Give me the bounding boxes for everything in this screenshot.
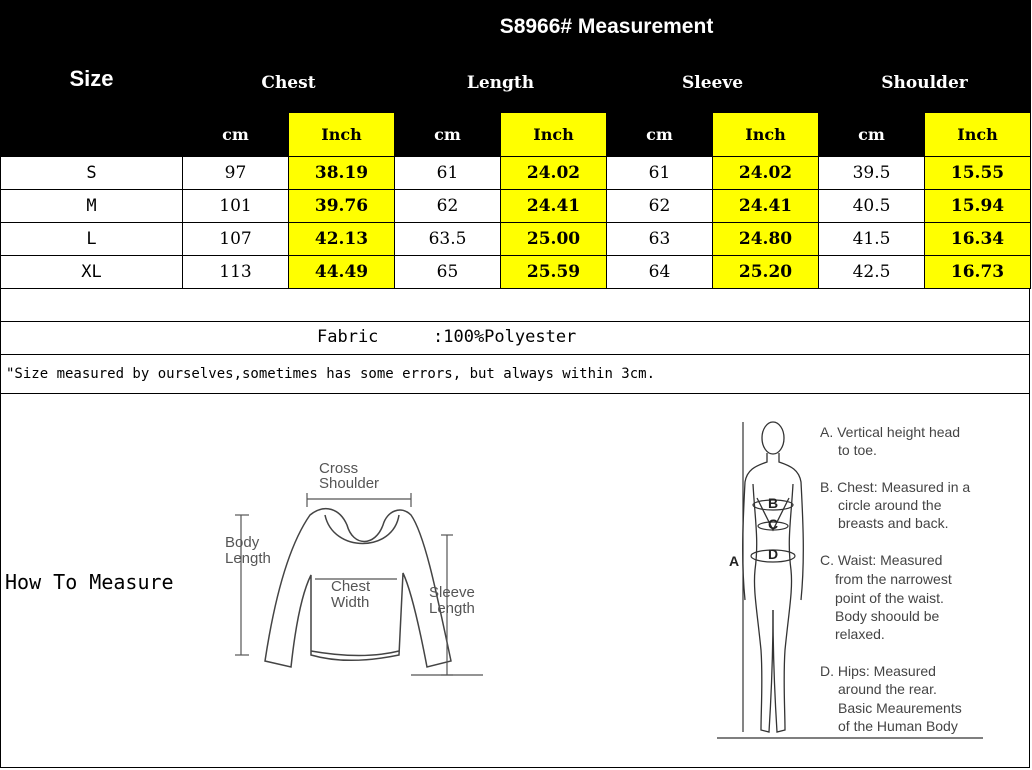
measurement-note: "Size measured by ourselves,sometimes has some errors, but always within 3cm. (0, 355, 1030, 394)
note-a-line-1: A. Vertical height head (820, 424, 961, 440)
length-cm-cell: 65 (395, 256, 501, 289)
size-chart-table (0, 0, 1031, 289)
sleeve-inch-cell: 24.41 (713, 190, 819, 223)
size-cell: L (1, 223, 183, 256)
unit-cm: cm (819, 113, 925, 157)
length-inch-cell: 24.02 (501, 157, 607, 190)
table-row (1, 190, 1031, 223)
body-diagram (715, 410, 1015, 745)
shoulder-header: Shoulder (819, 53, 1031, 113)
chest-inch-cell: 42.13 (289, 223, 395, 256)
unit-inch: Inch (289, 113, 395, 157)
note-c-line-1: C. Waist: Measured (820, 552, 943, 568)
note-d-line-3: Basic Meaurements (838, 700, 962, 716)
how-to-measure-label: How To Measure (5, 570, 174, 594)
chest-width-label-1: Chest (331, 578, 371, 595)
chest-header: Chest (183, 53, 395, 113)
length-inch-cell: 25.00 (501, 223, 607, 256)
letter-d: D (768, 546, 779, 562)
size-cell: XL (1, 256, 183, 289)
length-inch-cell: 25.59 (501, 256, 607, 289)
table-title: S8966# Measurement (183, 1, 1031, 53)
chest-inch-cell: 38.19 (289, 157, 395, 190)
sleeve-length-label-1: Sleeve (429, 584, 475, 601)
note-a-line-2: to toe. (838, 442, 877, 458)
note-d-line-1: D. Hips: Measured (820, 663, 936, 679)
table-row (1, 256, 1031, 289)
note-d-line-2: around the rear. (838, 681, 937, 697)
chest-cm-cell: 101 (183, 190, 289, 223)
shoulder-cm-cell: 39.5 (819, 157, 925, 190)
length-cm-cell: 63.5 (395, 223, 501, 256)
letter-a: A (729, 553, 740, 569)
size-cell: S (1, 157, 183, 190)
spacer-row (0, 289, 1030, 322)
note-b-line-2: circle around the (838, 497, 942, 513)
note-b-line-1: B. Chest: Measured in a (820, 479, 971, 495)
unit-inch: Inch (713, 113, 819, 157)
shoulder-inch-cell: 16.73 (925, 256, 1031, 289)
chest-cm-cell: 107 (183, 223, 289, 256)
chest-inch-cell: 44.49 (289, 256, 395, 289)
sleeve-cm-cell: 61 (607, 157, 713, 190)
fabric-label: Fabric (317, 327, 379, 347)
chest-inch-cell: 39.76 (289, 190, 395, 223)
unit-inch: Inch (925, 113, 1031, 157)
body-length-label-2: Length (225, 550, 271, 567)
unit-inch: Inch (501, 113, 607, 157)
sleeve-inch-cell: 25.20 (713, 256, 819, 289)
garment-diagram (215, 455, 495, 685)
shoulder-cm-cell: 42.5 (819, 256, 925, 289)
shoulder-inch-cell: 15.94 (925, 190, 1031, 223)
unit-cm: cm (183, 113, 289, 157)
sleeve-cm-cell: 64 (607, 256, 713, 289)
note-d-line-4: of the Human Body (838, 718, 958, 734)
letter-c: C (768, 516, 779, 532)
sleeve-header: Sleeve (607, 53, 819, 113)
note-c-line-3: point of the waist. (835, 590, 944, 606)
unit-cm: cm (395, 113, 501, 157)
body-length-label-1: Body (225, 534, 260, 551)
length-header: Length (395, 53, 607, 113)
note-c-line-2: from the narrowest (835, 571, 952, 587)
size-cell: M (1, 190, 183, 223)
shoulder-inch-cell: 15.55 (925, 157, 1031, 190)
cross-shoulder-label-1: Cross (319, 460, 359, 477)
unit-cm: cm (607, 113, 713, 157)
note-c-line-4: Body shoould be (835, 608, 940, 624)
length-cm-cell: 62 (395, 190, 501, 223)
shoulder-cm-cell: 41.5 (819, 223, 925, 256)
shoulder-inch-cell: 16.34 (925, 223, 1031, 256)
table-row (1, 157, 1031, 190)
sleeve-inch-cell: 24.80 (713, 223, 819, 256)
length-inch-cell: 24.41 (501, 190, 607, 223)
chest-width-label-2: Width (331, 594, 370, 611)
sleeve-cm-cell: 63 (607, 223, 713, 256)
sleeve-inch-cell: 24.02 (713, 157, 819, 190)
fabric-row (0, 322, 1030, 355)
cross-shoulder-label-2: Shoulder (319, 475, 380, 492)
size-header: Size (1, 1, 183, 157)
sleeve-length-label-2: Length (429, 600, 475, 617)
letter-b: B (768, 495, 779, 511)
note-b-line-3: breasts and back. (838, 515, 949, 531)
chest-cm-cell: 97 (183, 157, 289, 190)
length-cm-cell: 61 (395, 157, 501, 190)
shoulder-cm-cell: 40.5 (819, 190, 925, 223)
sleeve-cm-cell: 62 (607, 190, 713, 223)
table-row (1, 223, 1031, 256)
chest-cm-cell: 113 (183, 256, 289, 289)
fabric-value: :100%Polyester (433, 327, 577, 347)
note-c-line-5: relaxed. (835, 626, 885, 642)
